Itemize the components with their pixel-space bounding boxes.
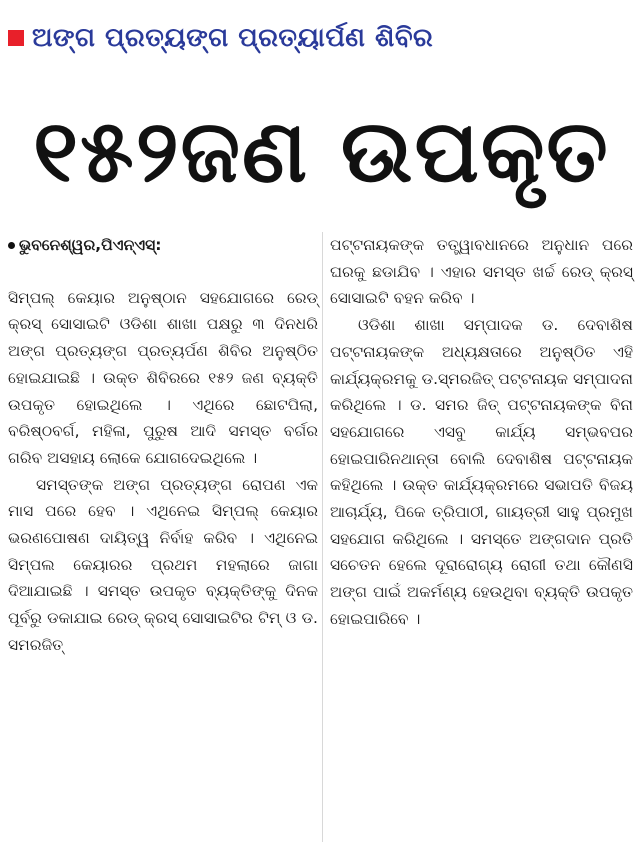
article-column-left — [8, 232, 318, 659]
left-paragraph-1: ସିମ୍ପଲ୍ କେୟାର ଅନୁଷ୍ଠାନ ସହଯୋଗରେ ରେଡ୍ କ୍ରସ୍ ସୋସାଇଟି ଓଡିଶା ଶାଖା ପକ୍ଷରୁ ୩ ଦିନଧରି ଅଙ୍ଗ ପ୍ରତ୍ୟଙ୍ଗ ପ୍ରତ୍ୟର୍ପଣ ଶିବିର ଅନୁଷ୍ଠିତ ହୋଇଯାଇଛି । ଉକ୍ତ ଶିବିରରେ ୧୫୨ ଜଣ ବ୍ୟକ୍ତି ଉପକୃତ ହୋଇଥିଲେ । ଏଥିରେ ଛୋଟପିଲା, ବରିଷ୍ଠବର୍ଗ, ମହିଳା, ପୁରୁଷ ଆଦି ସମସ୍ତ ବର୍ଗର ଗରିବ ଅସହାୟ ଲୋକେ ଯୋଗଦେଇଥିଲେ । — [8, 288, 318, 467]
kicker-text: ଅଙ୍ଗ ପ୍ରତ୍ୟଙ୍ଗ ପ୍ରତ୍ୟାର୍ପଣ ଶିବିର — [32, 22, 434, 53]
red-square-marker — [8, 30, 24, 46]
column-divider — [322, 232, 323, 842]
headline — [0, 92, 643, 212]
bullet-icon — [8, 242, 15, 249]
article-column-right — [330, 232, 633, 633]
right-paragraph-2: ଓଡିଶା ଶାଖା ସମ୍ପାଦକ ଡ. ଦେବାଶିଷ ପଟ୍ଟନାୟକଙ୍କ ଅଧ୍ୟକ୍ଷତାରେ ଅନୁଷ୍ଠିତ ଏହି କାର୍ଯ୍ୟକ୍ରମକୁ ଡ.ସ୍ମରଜିତ୍ ପଟ୍ଟନାୟକ ସମ୍ପାଦନା କରିଥିଲେ । ଡ. ସମର ଜିତ୍ ପଟ୍ଟନାୟକଙ୍କ ବିନା ସହଯୋଗରେ ଏସବୁ କାର୍ଯ୍ୟ ସମ୍ଭବପର ହୋଇପାରିନଥାନ୍ତା ବୋଲି ଦେବାଶିଷ ପଟ୍ଟନାୟକ କହିଥିଲେ । ଉକ୍ତ କାର୍ଯ୍ୟକ୍ରମରେ ସଭାପତି ବିଜୟ ଆଚାର୍ଯ୍ୟ, ପିକେ ତ୍ରିପାଠୀ, ଗାୟତ୍ରୀ ସାହୁ ପ୍ରମୁଖ ସହଯୋଗ କରିଥିଲେ । ସମସ୍ତେ ଅଙ୍ଗଦାନ ପ୍ରତି ସଚେତନ ହେଲେ ଦୂରାରୋଗ୍ୟ ରୋଗୀ ତଥା କୌଣସି ଅଙ୍ଗ ପାଇଁ ଅକର୍ମଣ୍ୟ ହେଉଥିବା ବ୍ୟକ୍ତି ଉପକୃତ ହୋଇପାରିବେ । — [330, 316, 633, 628]
section-kicker — [8, 18, 433, 58]
right-paragraph-1: ପଟ୍ଟନାୟକଙ୍କ ତତ୍ତ୍ୱାବଧାନରେ ଅନୁଧାନ ପରେ ଘରକୁ ଛଡାଯିବ । ଏହାର ସମସ୍ତ ଖର୍ଚ୍ଚ ରେଡ୍ କ୍ରସ୍ ସୋସାଇଟି ବହନ କରିବ । — [330, 236, 633, 308]
left-paragraph-2: ସମସ୍ତଙ୍କ ଅଙ୍ଗ ପ୍ରତ୍ୟଙ୍ଗ ରୋପଣ ଏକ ମାସ ପରେ ହେବ । ଏଥିନେଇ ସିମ୍ପଲ୍ କେୟାର ଭରଣପୋଷଣ ଦାୟିତ୍ୱ ନିର୍ବାହ କରିବ । ଏଥିନେଇ ସିମ୍ପଲ କେୟାରର ପ୍ରଥମ ମହଲାରେ ଜାଗା ଦିଆଯାଇଛି । ସମସ୍ତ ଉପକୃତ ବ୍ୟକ୍ତିଙ୍କୁ ଦିନକ ପୂର୍ବରୁ ଡକାଯାଇ ରେଡ୍ କ୍ରସ୍ ସୋସାଇଟିର ଟିମ୍ ଓ ଡ. ସମରଜିତ୍ — [8, 475, 318, 654]
dateline-text: ଭୁବନେଶ୍ୱର,ପିଏନ୍ଏସ୍: — [19, 236, 162, 254]
dateline — [8, 232, 318, 259]
headline-text: ୧୫୨ଜଣ ଉପକୃତ — [33, 102, 610, 202]
